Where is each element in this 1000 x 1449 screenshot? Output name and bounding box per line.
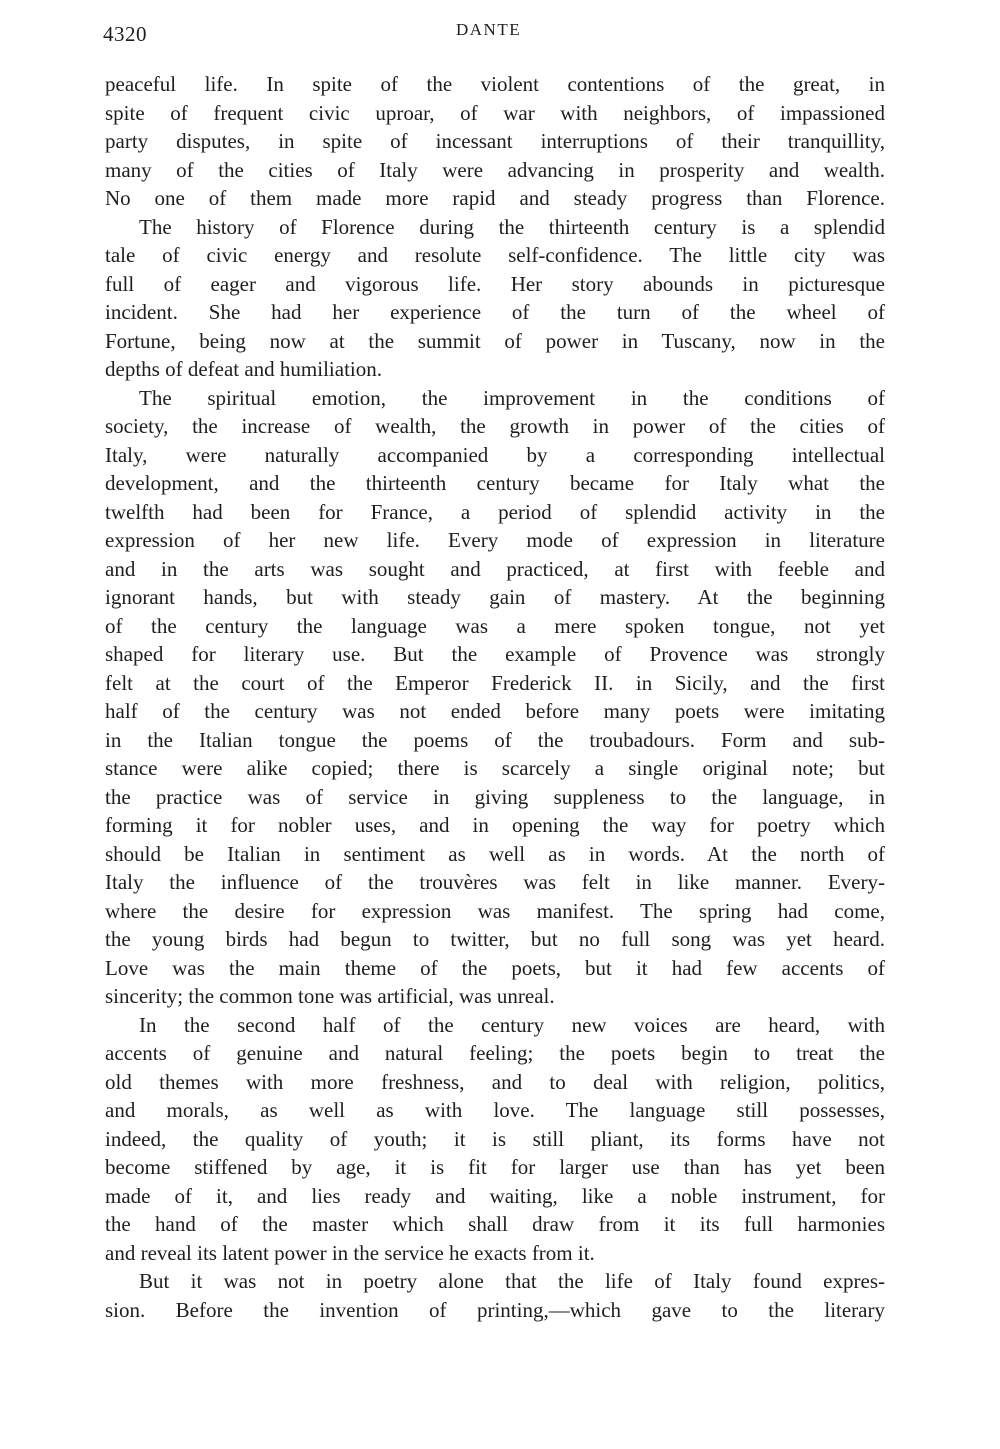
text-line: the hand of the master which shall draw from it its full harmonies bbox=[105, 1212, 885, 1236]
text-line: depths of defeat and humiliation. bbox=[105, 357, 383, 381]
paragraph bbox=[105, 1267, 885, 1324]
text-line: half of the century was not ended before many poets were imitating bbox=[105, 699, 885, 723]
paragraph bbox=[105, 1011, 885, 1268]
paragraph bbox=[105, 213, 885, 384]
text-line: Italy, were naturally accompanied by a corresponding intellectual bbox=[105, 442, 885, 467]
text-line: become stiffened by age, it is fit for larger use than has yet been bbox=[105, 1155, 885, 1179]
text-line: ignorant hands, but with steady gain of mastery. At the beginning bbox=[105, 585, 885, 609]
text-line: tale of civic energy and resolute self-confidence. The little city was bbox=[105, 243, 885, 267]
text-line: Fortune, being now at the summit of power in Tuscany, now in the bbox=[105, 328, 885, 353]
text-line: where the desire for expression was manifest. The spring had come, bbox=[105, 898, 885, 923]
text-line: of the century the language was a mere spoken tongue, not yet bbox=[105, 613, 885, 638]
text-line: development, and the thirteenth century became for Italy what the bbox=[105, 471, 885, 495]
text-line: and morals, as well as with love. The language still possesses, bbox=[105, 1098, 885, 1122]
text-line: old themes with more freshness, and to deal with religion, politics, bbox=[105, 1069, 885, 1094]
page-number: 4320 bbox=[103, 22, 147, 46]
text-line: spite of frequent civic uproar, of war with neighbors, of impassioned bbox=[105, 100, 885, 125]
running-head: DANTE bbox=[456, 20, 522, 39]
text-line: the practice was of service in giving suppleness to the language, in bbox=[105, 784, 885, 809]
paragraph bbox=[105, 384, 885, 1011]
text-line: The spiritual emotion, the improvement in the conditions of bbox=[139, 385, 885, 410]
text-line: in the Italian tongue the poems of the troubadours. Form and sub- bbox=[105, 727, 885, 752]
text-line: twelfth had been for France, a period of splendid activity in the bbox=[105, 499, 885, 524]
text-line: stance were alike copied; there is scarcely a single original note; but bbox=[105, 756, 885, 780]
text-line: In the second half of the century new voices are heard, with bbox=[139, 1012, 885, 1037]
text-line: and reveal its latent power in the service he exacts from it. bbox=[105, 1240, 595, 1265]
text-line: Love was the main theme of the poets, but it had few accents of bbox=[105, 955, 885, 980]
text-line: No one of them made more rapid and steady progress than Florence. bbox=[105, 186, 885, 210]
text-line: full of eager and vigorous life. Her story abounds in picturesque bbox=[105, 271, 885, 296]
text-line: indeed, the quality of youth; it is still pliant, its forms have not bbox=[105, 1126, 885, 1151]
text-line: peaceful life. In spite of the violent contentions of the great, in bbox=[105, 72, 885, 96]
text-line: party disputes, in spite of incessant interruptions of their tranquillity, bbox=[105, 129, 885, 153]
body-text bbox=[105, 70, 885, 1324]
text-line: Italy the influence of the trouvères was felt in like manner. Every- bbox=[105, 870, 885, 894]
text-line: forming it for nobler uses, and in opening the way for poetry which bbox=[105, 813, 885, 837]
text-line: shaped for literary use. But the example of Provence was strongly bbox=[105, 642, 885, 666]
text-line: the young birds had begun to twitter, but no full song was yet heard. bbox=[105, 927, 885, 951]
text-line: felt at the court of the Emperor Frederick II. in Sicily, and the first bbox=[105, 670, 885, 695]
text-line: accents of genuine and natural feeling; the poets begin to treat the bbox=[105, 1041, 885, 1065]
paragraph bbox=[105, 70, 885, 213]
text-line: should be Italian in sentiment as well as in words. At the north of bbox=[105, 841, 885, 866]
text-line: many of the cities of Italy were advancing in prosperity and wealth. bbox=[105, 157, 885, 182]
text-line: expression of her new life. Every mode of expression in literature bbox=[105, 528, 885, 552]
text-line: sion. Before the invention of printing,—which gave to the literary bbox=[105, 1297, 885, 1322]
text-line: sincerity; the common tone was artificial, was unreal. bbox=[105, 984, 555, 1008]
text-line: incident. She had her experience of the turn of the wheel of bbox=[105, 300, 885, 324]
text-line: society, the increase of wealth, the growth in power of the cities of bbox=[105, 414, 885, 438]
text-line: made of it, and lies ready and waiting, like a noble instrument, for bbox=[105, 1183, 885, 1208]
text-line: and in the arts was sought and practiced, at first with feeble and bbox=[105, 556, 885, 581]
text-line: But it was not in poetry alone that the life of Italy found expres- bbox=[139, 1269, 885, 1293]
text-line: The history of Florence during the thirteenth century is a splendid bbox=[139, 214, 885, 239]
